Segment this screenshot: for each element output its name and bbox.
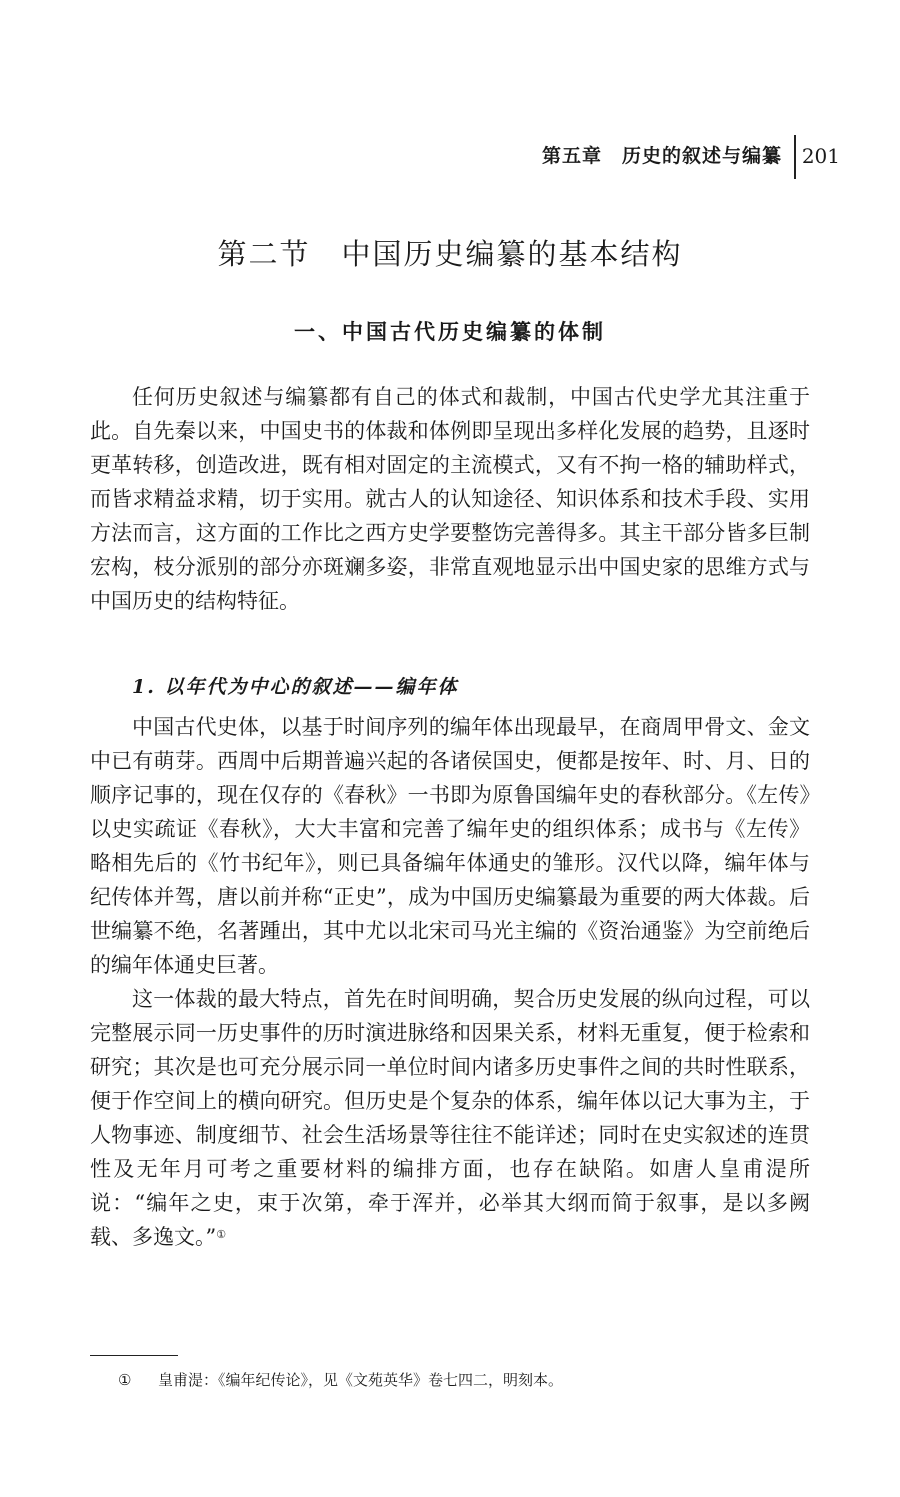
body-block	[90, 710, 810, 1254]
item-heading: 1. 以年代为中心的叙述——编年体	[132, 676, 459, 698]
body-paragraph-2	[90, 982, 810, 1254]
subsection-title: 一、中国古代历史编纂的体制	[294, 320, 606, 344]
page-number: 201	[801, 144, 840, 168]
footnote-divider	[90, 1355, 178, 1356]
footnote-text: 皇甫湜：《编年纪传论》，见《文苑英华》卷七四二，明刻本。	[158, 1371, 564, 1389]
chapter-title: 第五章 历史的叙述与编纂	[541, 145, 782, 167]
body-paragraph-1: 中国古代史体，以基于时间序列的编年体出现最早，在商周甲骨文、金文中已有萌芽。西周中后期普遍兴起的各诸侯国史，便都是按年、时、月、日的顺序记事的，现在仅存的《春秋》一书即为原鲁国编年史的春秋部分。《左传》以史实疏证《春秋》，大大丰富和完善了编年史的组织体系；成书与《左传》略相先后的《竹书纪年》，则已具备编年体通史的雏形。汉代以降，编年体与纪传体并驾，唐以前并称“正史”，成为中国历史编纂最为重要的两大体裁。后世编纂不绝，名著踵出，其中尤以北宋司马光主编的《资治通鉴》为空前绝后的编年体通史巨著。	[90, 715, 810, 977]
intro-paragraph: 任何历史叙述与编纂都有自己的体式和裁制，中国古代史学尤其注重于此。自先秦以来，中国史书的体裁和体例即呈现出多样化发展的趋势，且逐时更革转移，创造改进，既有相对固定的主流模式，又有不拘一格的辅助样式，而皆求精益求精，切于实用。就古人的认知途径、知识体系和技术手段、实用方法而言，这方面的工作比之西方史学要整饬完善得多。其主干部分皆多巨制宏构，枝分派别的部分亦斑斓多姿，非常直观地显示出中国史家的思维方式与中国历史的结构特征。	[90, 385, 810, 613]
header-divider	[794, 135, 796, 179]
footnote-reference[interactable]: ①	[216, 1228, 227, 1241]
section-title: 第二节 中国历史编纂的基本结构	[217, 237, 683, 271]
running-head	[500, 143, 840, 179]
footnote-marker: ①	[118, 1371, 132, 1389]
intro-block	[90, 380, 810, 618]
body-paragraph-2-text: 这一体裁的最大特点，首先在时间明确，契合历史发展的纵向过程，可以完整展示同一历史事件的历时演进脉络和因果关系，材料无重复，便于检索和研究；其次是也可充分展示同一单位时间内诸多历史事件之间的共时性联系，便于作空间上的横向研究。但历史是个复杂的体系，编年体以记大事为主，于人物事迹、制度细节、社会生活场景等往往不能详述；同时在史实叙述的连贯性及无年月可考之重要材料的编排方面，也存在缺陷。如唐人皇甫湜所说：“编年之史，束于次第，牵于浑并，必举其大纲而简于叙事，是以多阙载、多逸文。”	[90, 987, 810, 1249]
footnote	[118, 1368, 818, 1392]
